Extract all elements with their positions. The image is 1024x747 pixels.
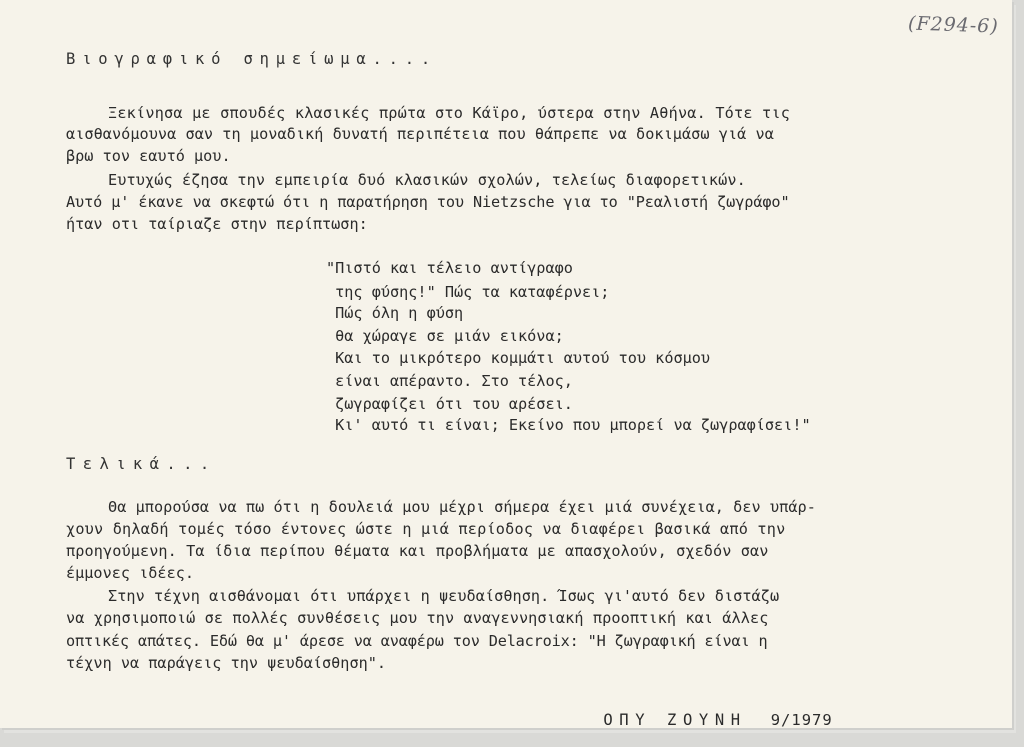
paragraph-3-line-4: έμμονες ιδέες. — [66, 564, 195, 582]
paragraph-4-line-3: οπτικές απάτες. Εδώ θα μ' άρεσε να αναφέρω τον Delacroix: "Η ζωγραφική είναι η — [66, 632, 768, 650]
quote-line-5: Και το μικρότερο κομμάτι αυτού του κόσμου — [326, 349, 711, 367]
paragraph-3-line-1: Θα μπορούσα να πω ότι η δουλειά μου μέχρι σήμερα έχει μιά συνέχεια, δεν υπάρ- — [108, 498, 816, 516]
quote-line-7: ζωγραφίζει ότι του αρέσει. — [326, 395, 573, 413]
quote-line-8: Κι' αυτό τι είναι; Εκείνο που μπορεί να ζωγραφίσει!" — [326, 416, 811, 434]
quote-line-6: είναι απέραντο. Στο τέλος, — [326, 372, 573, 390]
author-name: ΟΠΥ ΖΟΥΝΗ — [603, 711, 747, 729]
paragraph-3-line-2: χουν δηλαδή τομές τόσο έντονες ώστε η μιά περίοδος να διαφέρει βασικά από την — [66, 520, 786, 538]
paragraph-2-line-1: Ευτυχώς έζησα την εμπειρία δυό κλασικών σχολών, τελείως διαφορετικών. — [108, 171, 746, 189]
finally-heading: Τελικά... — [66, 455, 217, 473]
paragraph-4-line-2: να χρησιμοποιώ σε πολλές συνθέσεις μου την αναγεννησιακή προοπτική και άλλες — [66, 609, 769, 627]
paragraph-1-line-1: Ξεκίνησα με σπουδές κλασικές πρώτα στο Κάϊρο, ύστερα στην Αθήνα. Τότε τις — [108, 104, 791, 122]
paragraph-1-line-3: βρω τον εαυτό μου. — [66, 147, 231, 165]
biography-heading: Βιογραφικό σημείωμα.... — [66, 50, 438, 68]
quote-line-1: "Πιστό και τέλειο αντίγραφο — [326, 259, 573, 277]
handwritten-reference-note: (F294-6) — [907, 12, 1000, 38]
quote-line-2: της φύσης!" Πώς τα καταφέρνει; — [326, 283, 610, 301]
paragraph-4-line-4: τέχνη να παράγεις την ψευδαίσθηση". — [66, 654, 387, 672]
quote-line-4: θα χώραγε σε μιάν εικόνα; — [326, 327, 564, 345]
paragraph-2-line-3: ήταν οτι ταίριαζε στην περίπτωση: — [66, 215, 368, 233]
quote-line-3: Πώς όλη η φύση — [326, 304, 464, 322]
paragraph-2-line-2: Αυτό μ' έκανε να σκεφτώ ότι η παρατήρηση του Nietzsche για το "Ρεαλιστή ζωγράφο" — [66, 193, 790, 211]
paragraph-1-line-2: αισθανόμουνα σαν τη μοναδική δυνατή περιπέτεια που θάπρεπε να δοκιμάσω γιά να — [66, 125, 774, 143]
paragraph-3-line-3: προηγούμενη. Τα ίδια περίπου θέματα και προβλήματα με απασχολούν, σχεδόν σαν — [66, 542, 769, 560]
signature-date: 9/1979 — [770, 711, 833, 729]
paragraph-4-line-1: Στην τέχνη αισθάνομαι ότι υπάρχει η ψευδαίσθηση. Ίσως γι'αυτό δεν διστάζω — [108, 587, 780, 605]
